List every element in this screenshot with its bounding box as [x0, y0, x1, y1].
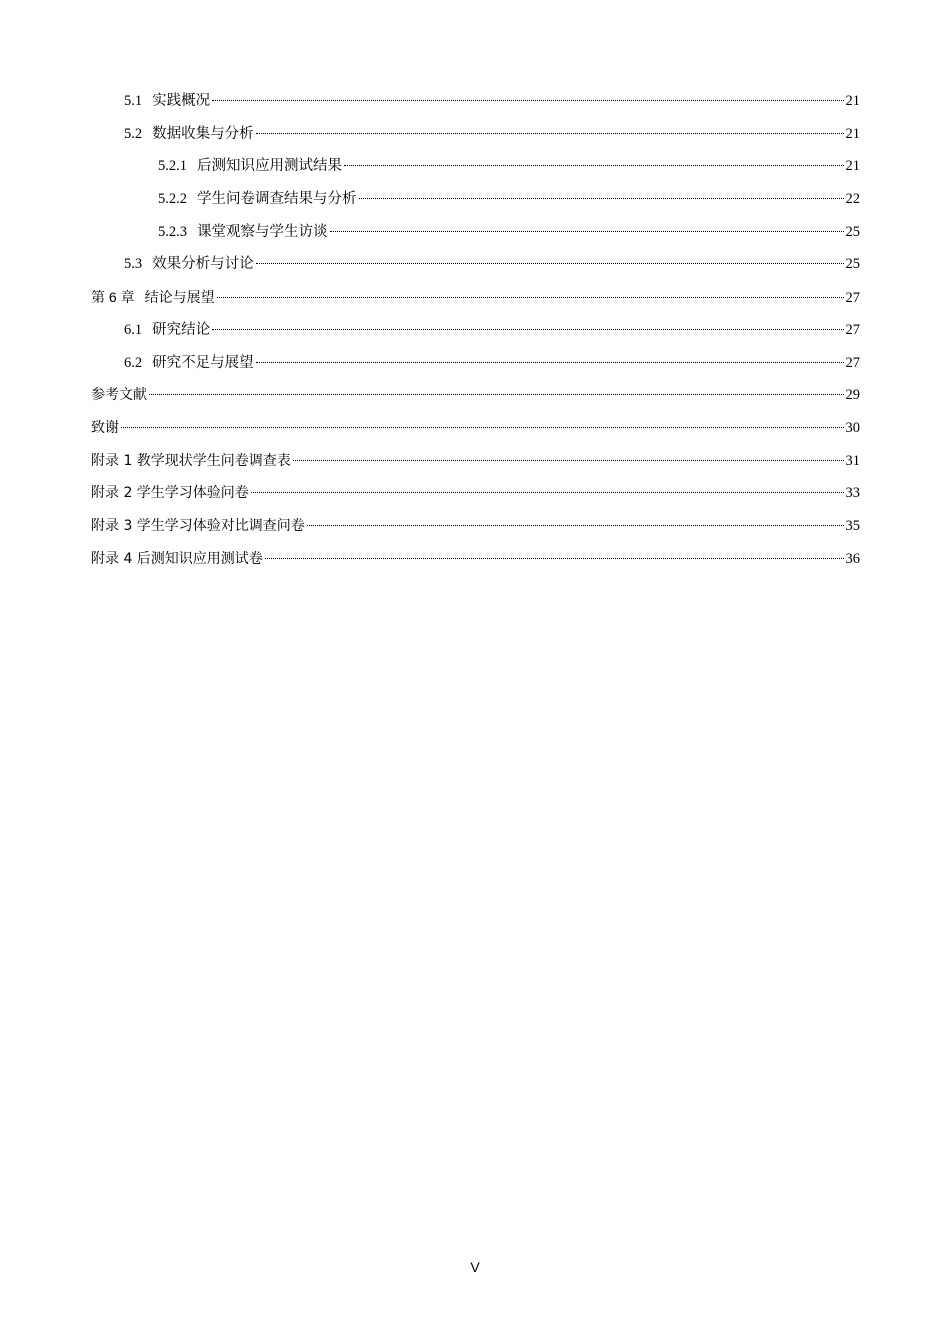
toc-entry[interactable]	[91, 88, 860, 121]
toc-entry-number: 5.2.3	[158, 223, 187, 240]
toc-entry-title: 附录 3 学生学习体验对比调查问卷	[91, 517, 305, 534]
page-number: V	[470, 1259, 480, 1275]
toc-entry-number: 第 6 章	[91, 289, 135, 306]
toc-entry-page: 27	[845, 290, 860, 307]
toc-entry[interactable]	[91, 448, 860, 481]
toc-dot-leader	[344, 165, 844, 166]
toc-entry[interactable]	[91, 121, 860, 154]
toc-entry[interactable]	[91, 284, 860, 317]
toc-entry-page: 21	[845, 125, 860, 142]
toc-entry[interactable]	[91, 546, 860, 579]
toc-entry[interactable]	[91, 219, 860, 252]
toc-dot-leader	[293, 460, 844, 461]
toc-entry[interactable]	[91, 513, 860, 546]
toc-entry-page: 21	[845, 158, 860, 175]
toc-entry[interactable]	[91, 186, 860, 219]
toc-entry-number: 5.2	[124, 125, 143, 142]
toc-entry-title: 结论与展望	[144, 290, 215, 307]
toc-entry[interactable]	[91, 382, 860, 415]
toc-entry-page: 25	[845, 223, 860, 240]
toc-entry-page: 30	[845, 419, 860, 436]
toc-dot-leader	[265, 558, 844, 559]
toc-entry-title: 研究结论	[152, 321, 211, 338]
toc-dot-leader	[121, 427, 844, 428]
toc-entry[interactable]	[91, 153, 860, 186]
toc-entry-title: 实践概况	[152, 93, 211, 109]
toc-dot-leader	[330, 231, 844, 232]
toc-dot-leader	[256, 133, 844, 134]
toc-entry-number: 5.1	[124, 93, 143, 109]
toc-dot-leader	[307, 525, 844, 526]
toc-dot-leader	[256, 362, 844, 363]
toc-entry-title: 效果分析与讨论	[152, 256, 254, 273]
toc-dot-leader	[212, 100, 843, 101]
toc-entry-number: 5.2.2	[158, 191, 187, 208]
toc-entry-page: 25	[845, 256, 860, 273]
toc-entry-page: 33	[845, 485, 860, 502]
toc-entry-title: 后测知识应用测试结果	[197, 158, 342, 175]
toc-entry-title: 研究不足与展望	[152, 354, 254, 371]
toc-entry[interactable]	[91, 350, 860, 383]
toc-entry-title: 参考文献	[91, 387, 147, 404]
toc-entry-page: 36	[845, 550, 860, 567]
toc-dot-leader	[217, 297, 844, 298]
toc-entry-page: 27	[845, 321, 860, 338]
toc-entry-title: 学生问卷调查结果与分析	[197, 191, 357, 208]
toc-entry-page: 21	[845, 93, 860, 109]
toc-entry-page: 29	[845, 387, 860, 404]
toc-entry[interactable]	[91, 480, 860, 513]
toc-dot-leader	[149, 394, 844, 395]
toc-dot-leader	[359, 198, 844, 199]
toc-entry-title: 附录 4 后测知识应用测试卷	[91, 550, 263, 567]
toc-entry-page: 35	[845, 517, 860, 534]
toc-entry-title: 附录 1 教学现状学生问卷调查表	[91, 452, 291, 469]
toc-entry-page: 31	[845, 452, 860, 469]
toc-entry-number: 6.2	[124, 354, 143, 371]
toc-entry-page: 27	[845, 354, 860, 371]
toc-entry-title: 课堂观察与学生访谈	[197, 223, 328, 240]
toc-entry-title: 附录 2 学生学习体验问卷	[91, 485, 249, 502]
toc-entry[interactable]	[91, 251, 860, 284]
toc-dot-leader	[212, 329, 843, 330]
toc-dot-leader	[256, 263, 844, 264]
toc-entry-number: 5.3	[124, 256, 143, 273]
toc-entry[interactable]	[91, 317, 860, 350]
table-of-contents	[91, 88, 860, 578]
toc-dot-leader	[251, 492, 844, 493]
toc-entry-number: 5.2.1	[158, 158, 187, 175]
toc-entry-page: 22	[845, 191, 860, 208]
toc-entry[interactable]	[91, 415, 860, 448]
toc-entry-title: 致谢	[91, 419, 119, 436]
toc-entry-title: 数据收集与分析	[152, 125, 254, 142]
toc-entry-number: 6.1	[124, 321, 143, 338]
